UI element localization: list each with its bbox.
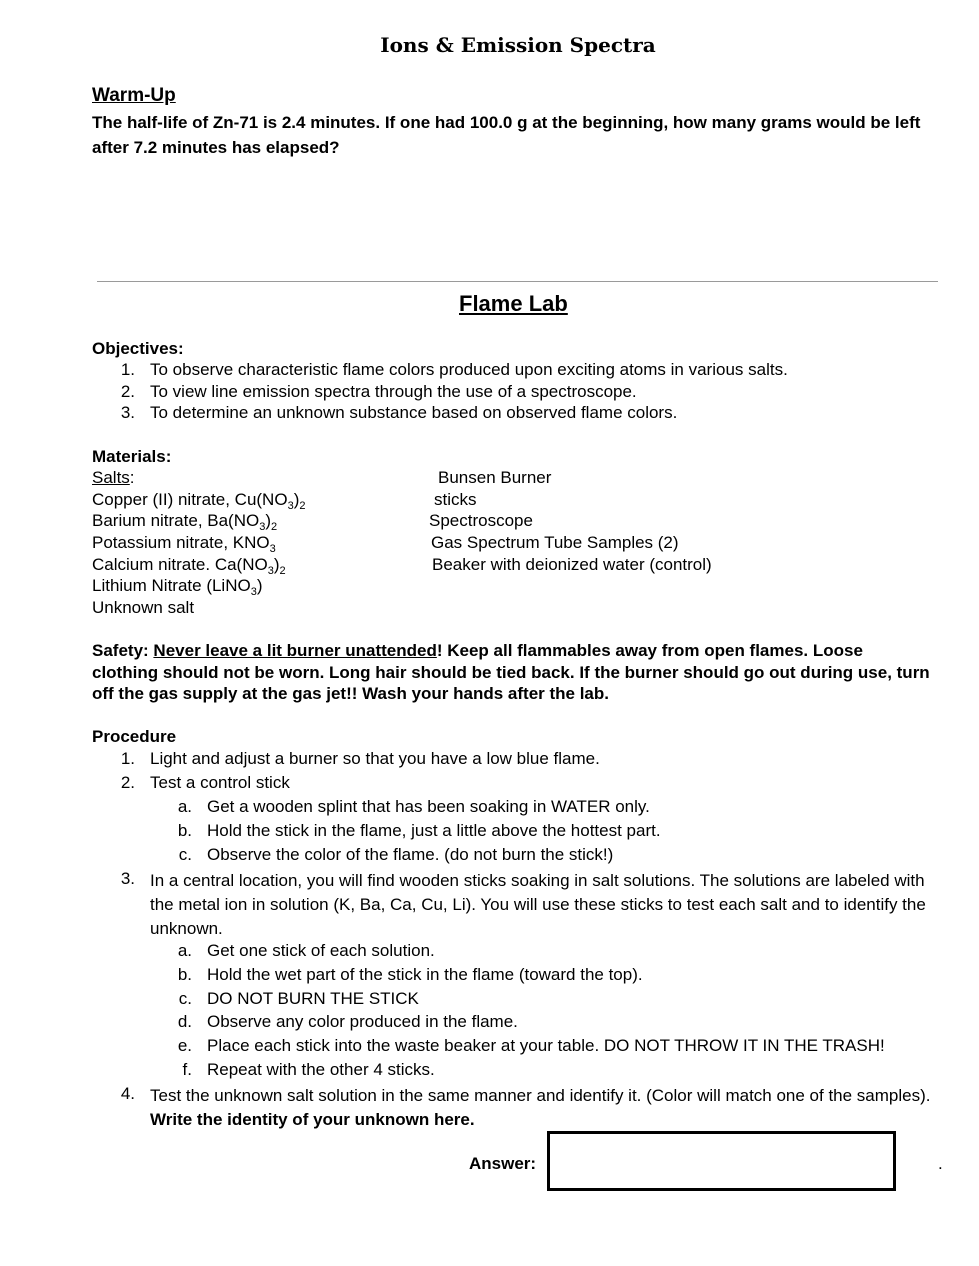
objective-number: 3. [120,403,135,422]
procedure-substep: Get a wooden splint that has been soaking in WATER only. [207,797,650,816]
substep-letter: c. [178,845,192,864]
salts-colon: : [129,468,135,487]
step-number: 1. [120,749,135,768]
procedure-step: Test the unknown salt solution in the same manner and identify it. (Color will match one of the samples). Write the identity of your unknown here. [150,1086,931,1129]
substep-letter: b. [177,821,192,840]
safety-text: ! Keep all flammables away from open flames. Loose clothing should not be worn. Long hair should be tied back. If the burner should go out during use, turn off the gas supply at the gas jet!! Wash your hands after the lab. [92,641,930,704]
step-number: 3. [120,869,135,888]
procedure-substep: Observe the color of the flame. (do not burn the stick!) [207,845,614,864]
substep-letter: c. [178,989,192,1008]
procedure-substep: Place each stick into the waste beaker at your table. DO NOT THROW IT IN THE TRASH! [207,1036,885,1055]
substep-letter: b. [177,965,192,984]
document-title: Ions & Emission Spectra [380,33,656,57]
step-number: 2. [120,773,135,792]
materials-heading: Materials: [92,447,172,466]
procedure-substep: Hold the wet part of the stick in the flame (toward the top). [207,965,643,984]
procedure-substep: Repeat with the other 4 sticks. [207,1060,435,1079]
salts-label: Salts [92,468,130,487]
procedure-step: In a central location, you will find wooden sticks soaking in salt solutions. The solutions are labeled with the metal ion in solution (K, Ba, Ca, Cu, Li). You will use these sticks to test each salt and to identify the unknown. [150,871,926,938]
equipment-item: Beaker with deionized water (control) [432,555,712,574]
procedure-heading: Procedure [92,727,177,746]
salts-label-line [92,468,135,488]
equipment-item: Spectroscope [429,511,533,530]
trailing-period: . [938,1154,943,1173]
salt-item: Potassium nitrate, $KNO_3$ [92,533,276,555]
equipment-item: sticks [434,490,477,509]
objectives-heading: Objectives: [92,339,184,358]
warm-up-question: The half-life of Zn-71 is 2.4 minutes. If one had 100.0 g at the beginning, how many grams would be left after 7.2 minutes has elapsed? [92,113,921,157]
step-number: 4. [120,1084,135,1103]
safety-paragraph [92,640,932,705]
substep-letter: f. [182,1060,192,1079]
procedure-substep: Get one stick of each solution. [207,941,435,960]
equipment-item: Gas Spectrum Tube Samples (2) [431,533,679,552]
substep-letter: e. [177,1036,192,1055]
salt-item: Copper (II) nitrate, $Cu(NO_3)_2$ [92,490,306,512]
salt-item: Barium nitrate, $Ba(NO_3)_2$ [92,511,278,533]
salt-item: Unknown salt [92,598,195,617]
procedure-substep: Hold the stick in the flame, just a little above the hottest part. [207,821,661,840]
procedure-substep: DO NOT BURN THE STICK [207,989,419,1008]
unknown-instruction: Write the identity of your unknown here. [150,1110,475,1129]
safety-label: Safety: [92,641,154,660]
procedure-substep: Observe any color produced in the flame. [207,1012,518,1031]
flame-lab-title: Flame Lab [459,291,568,316]
salt-item: Calcium nitrate. $Ca(NO_3)_2$ [92,555,286,577]
procedure-step: Light and adjust a burner so that you have a low blue flame. [150,749,600,768]
objective-number: 2. [120,382,135,401]
objective-item: To observe characteristic flame colors produced upon exciting atoms in various salts. [150,360,788,379]
substep-letter: a. [177,941,192,960]
warm-up-heading: Warm-Up [92,85,176,106]
objective-number: 1. [120,360,135,379]
answer-box[interactable] [547,1131,896,1191]
answer-label: Answer: [469,1154,537,1173]
substep-letter: d. [177,1012,192,1031]
objective-item: To determine an unknown substance based on observed flame colors. [150,403,678,422]
section-divider [97,281,938,282]
substep-letter: a. [177,797,192,816]
objective-item: To view line emission spectra through the use of a spectroscope. [150,382,637,401]
equipment-item: Bunsen Burner [438,468,552,487]
procedure-step: Test a control stick [150,773,290,792]
salt-item: Lithium Nitrate (LiNO$_3$) [92,576,263,598]
safety-warning: Never leave a lit burner unattended [153,641,437,660]
